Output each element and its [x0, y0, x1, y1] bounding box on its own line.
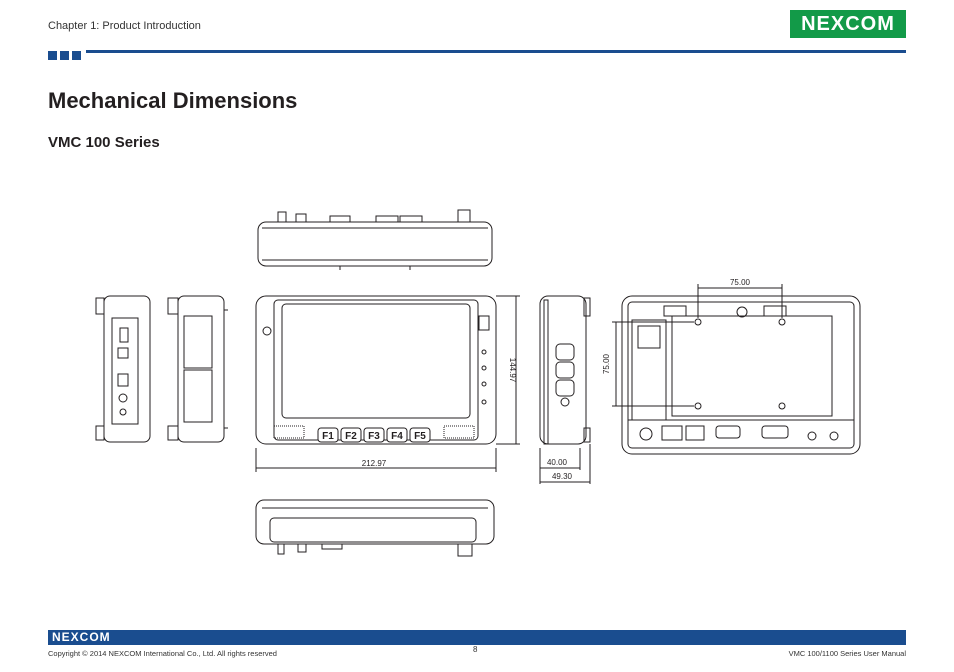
page-number: 8: [473, 645, 478, 654]
chapter-label: Chapter 1: Product Introduction: [48, 20, 201, 32]
height-dimension-label: 144.97: [508, 357, 517, 383]
left-side-view: [96, 296, 150, 442]
svg-text:F1: F1: [322, 431, 334, 442]
function-keys: [318, 428, 430, 442]
page-title: Mechanical Dimensions: [48, 88, 298, 113]
function-key-f5: [410, 428, 430, 442]
vesa-vertical-label: 75.00: [602, 353, 611, 375]
footer-logo: NEXCOM: [52, 630, 111, 644]
rear-view: [612, 284, 860, 454]
top-view: [258, 210, 492, 270]
svg-text:F4: F4: [391, 431, 403, 442]
manual-title: VMC 100/1100 Series User Manual: [788, 649, 906, 658]
width-dimension-label: 212.97: [361, 459, 387, 468]
right-side-view: [168, 296, 228, 442]
function-key-f1: [318, 428, 338, 442]
depth-side-view: [540, 296, 590, 484]
section-title: VMC 100 Series: [48, 134, 160, 151]
svg-text:F5: F5: [414, 431, 426, 442]
function-key-f3: [364, 428, 384, 442]
footer-bar: [48, 630, 906, 645]
svg-text:F3: F3: [368, 431, 380, 442]
function-key-f2: [341, 428, 361, 442]
svg-text:F2: F2: [345, 431, 357, 442]
vesa-horizontal-label: 75.00: [729, 278, 751, 287]
function-key-f4: [387, 428, 407, 442]
depth-outer-label: 49.30: [551, 472, 573, 481]
depth-inner-label: 40.00: [546, 458, 568, 467]
nexcom-logo: NEXCOM: [790, 10, 906, 38]
front-view: [256, 296, 520, 472]
bottom-view: [256, 500, 494, 556]
copyright-text: Copyright © 2014 NEXCOM International Co., Ltd. All rights reserved: [48, 649, 277, 658]
